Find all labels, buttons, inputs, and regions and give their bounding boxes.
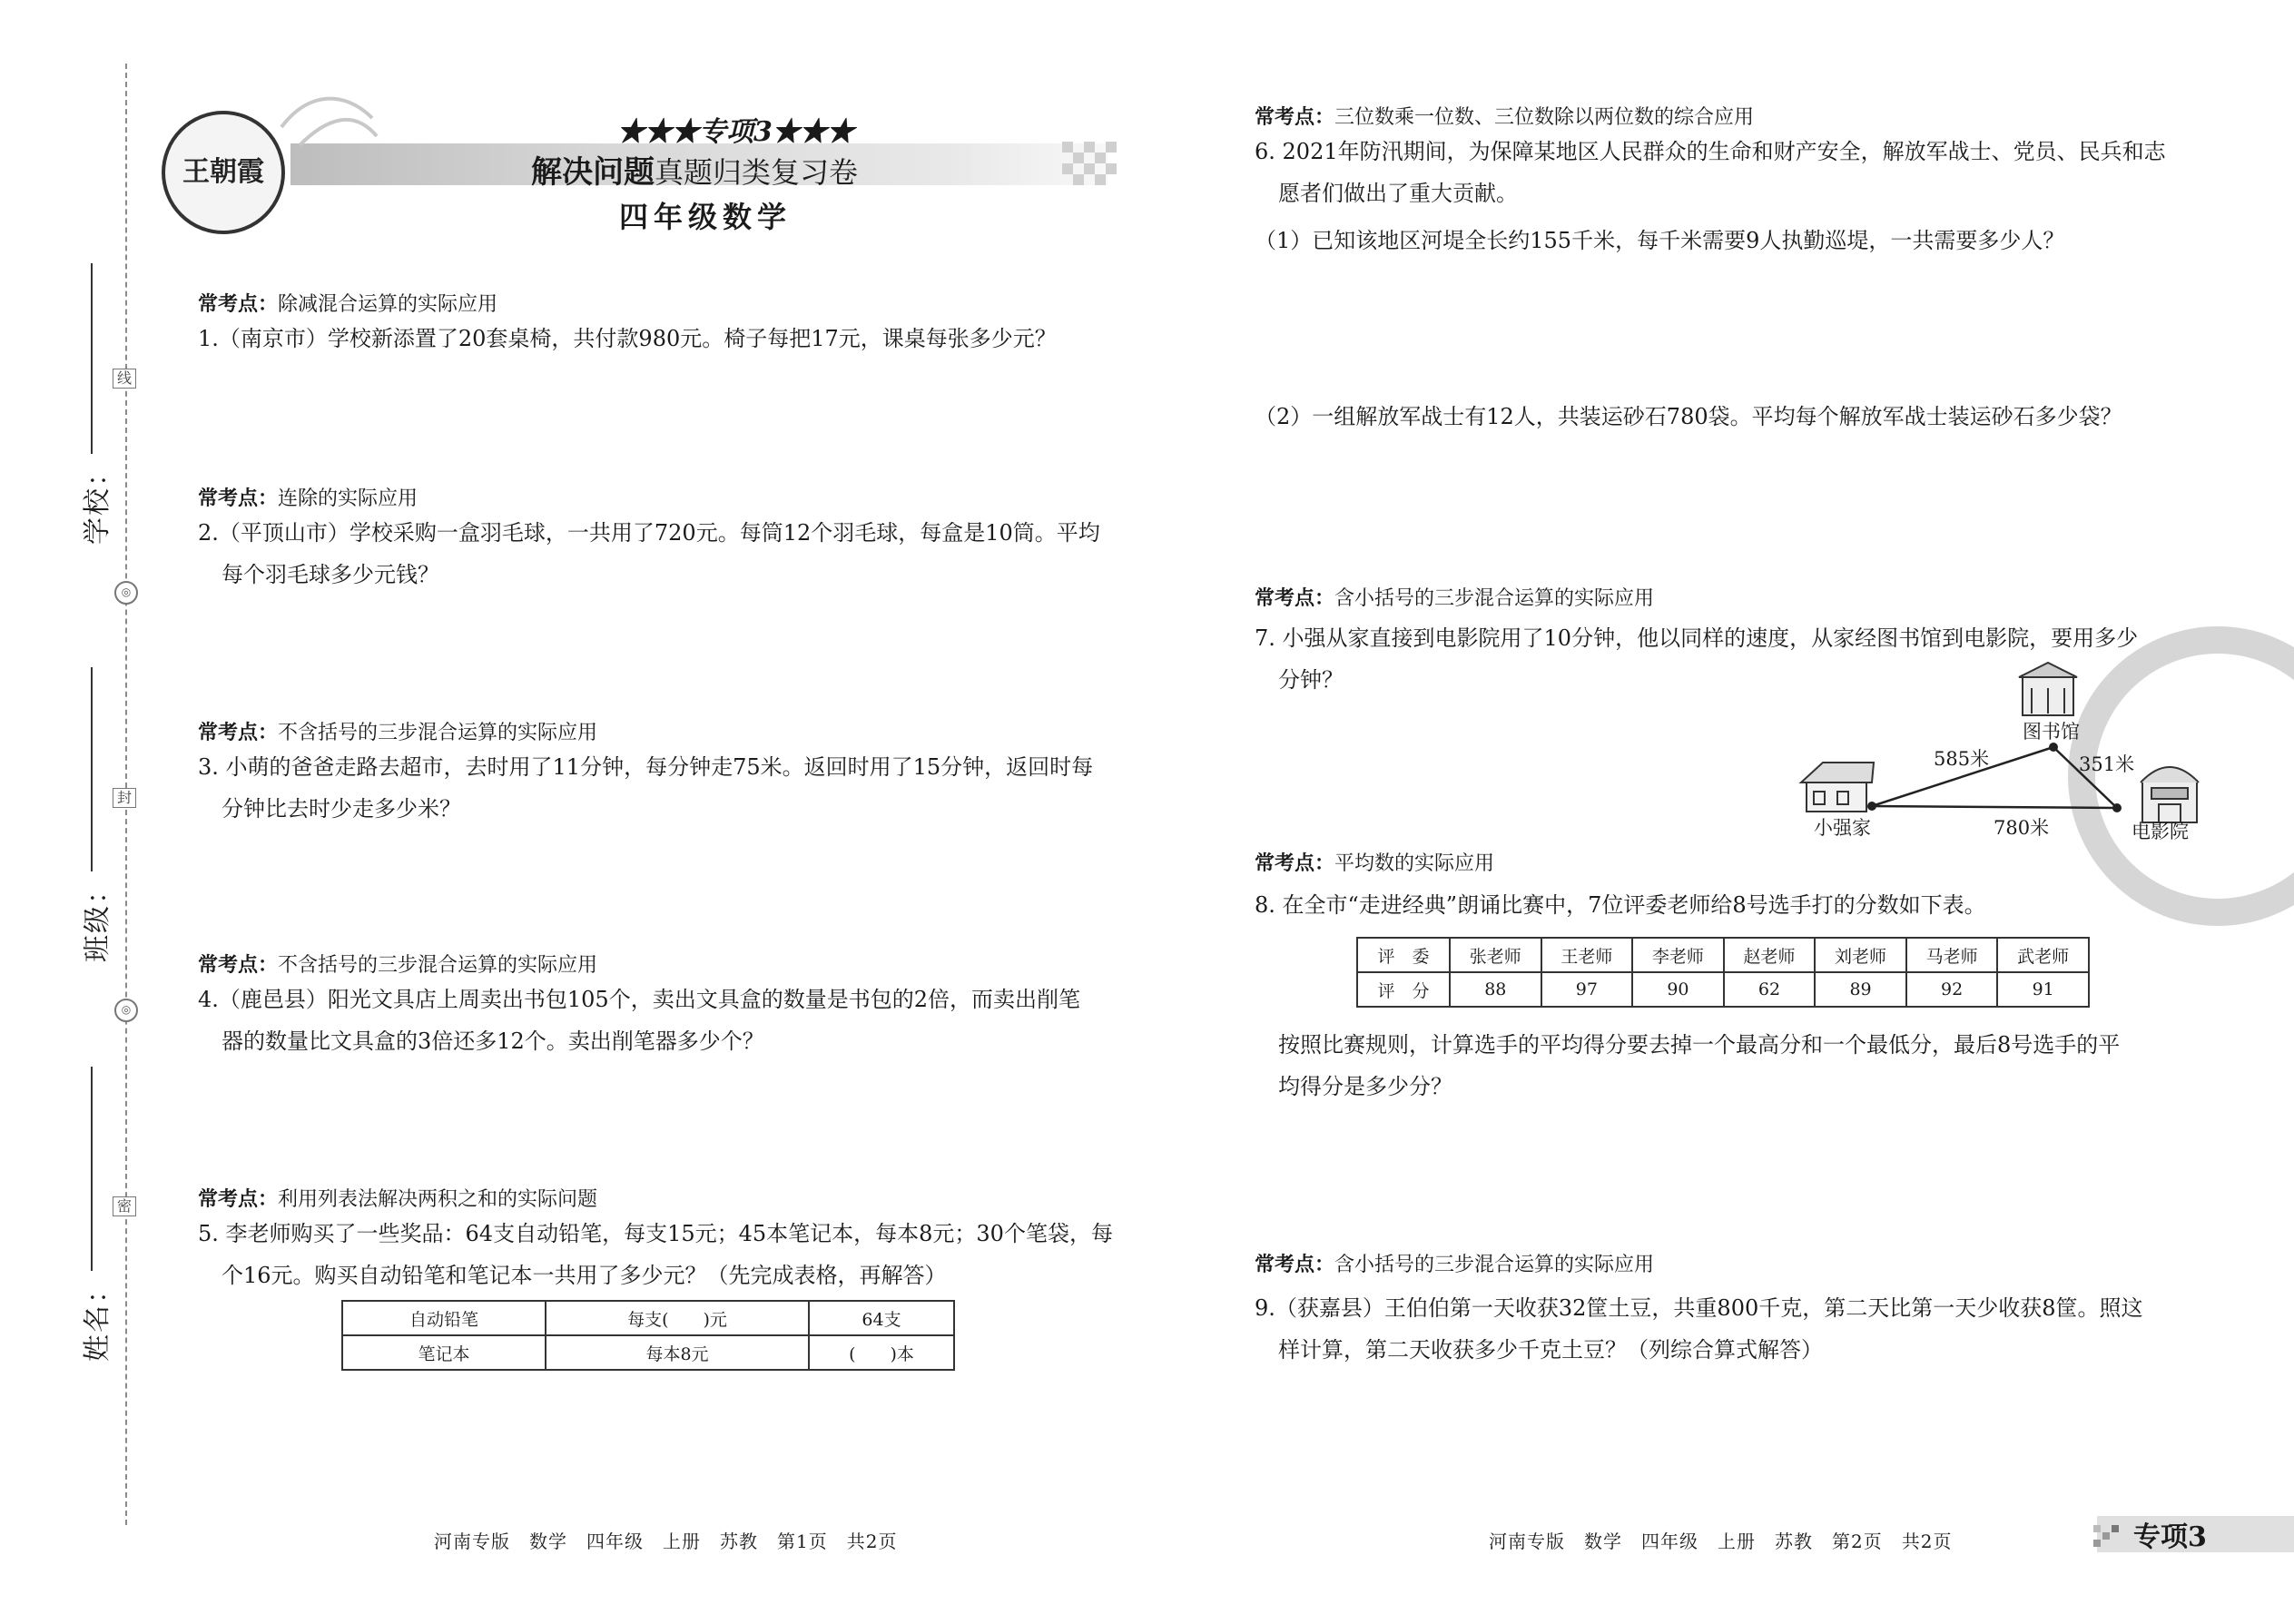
question-8-rule: 按照比赛规则，计算选手的平均得分要去掉一个最高分和一个最低分，最后8号选手的平 均得分是多少分？	[1278, 1032, 2121, 1099]
cinema-building-icon	[2141, 767, 2199, 822]
question-6-part-2: （2）一组解放军战士有12人，共装运砂石780袋。平均每个解放军战士装运砂石多少袋？	[1255, 404, 2122, 429]
knowledge-point: 常考点：三位数乘一位数、三位数除以两位数的综合应用	[1255, 106, 1755, 129]
table-row	[1357, 972, 2089, 1007]
table-cell-input: ( )本	[809, 1335, 954, 1370]
knowledge-point: 常考点：利用列表法解决两积之和的实际问题	[198, 1188, 598, 1211]
knowledge-point: 常考点：连除的实际应用	[198, 487, 418, 510]
page-footer-1: 河南专版 数学 四年级 上册 苏教 第1页 共2页	[434, 1530, 898, 1552]
table-row	[342, 1301, 954, 1335]
home-house-icon	[1801, 763, 1874, 812]
distance-library-cinema: 351米	[2079, 753, 2135, 775]
knowledge-point: 常考点：含小括号的三步混合运算的实际应用	[1255, 1254, 1655, 1276]
q8-score-table	[1356, 937, 2090, 1008]
question-7: 7. 小强从家直接到电影院用了10分钟，他以同样的速度，从家经图书馆到电影院，要用多少 分钟？	[1255, 625, 2139, 693]
question-6: 6. 2021年防汛期间，为保障某地区人民群众的生命和财产安全，解放军战士、党员、民兵和志 愿者们做出了重大贡献。	[1255, 139, 2166, 206]
ribbon-icon	[272, 91, 381, 154]
class-label: 班级：	[82, 875, 113, 962]
score-cell: 88	[1450, 972, 1541, 1007]
table-cell: 笔记本	[342, 1335, 546, 1370]
score-cell: 97	[1541, 972, 1633, 1007]
name-field-line	[91, 1067, 93, 1271]
judge-cell: 刘老师	[1815, 938, 1906, 972]
binding-mark-line: 线	[113, 369, 136, 389]
knowledge-point: 常考点：不含括号的三步混合运算的实际应用	[198, 954, 598, 977]
cinema-label: 电影院	[2132, 821, 2189, 842]
knowledge-point: 常考点：除减混合运算的实际应用	[198, 293, 498, 316]
score-cell: 90	[1632, 972, 1724, 1007]
binding-mark-secret: 密	[113, 1196, 136, 1216]
table-cell: 每本8元	[546, 1335, 809, 1370]
table-cell: 自动铅笔	[342, 1301, 546, 1335]
banner-checker-icon	[1062, 136, 1135, 194]
table-header-cell: 评 分	[1357, 972, 1450, 1007]
question-8: 8. 在全市“走进经典”朗诵比赛中，7位评委老师给8号选手打的分数如下表。	[1255, 892, 1986, 918]
series-label: ★★★专项3★★★	[617, 116, 854, 148]
score-cell: 89	[1815, 972, 1906, 1007]
question-6-part-1: （1）已知该地区河堤全长约155千米，每千米需要9人执勤巡堤，一共需要多少人？	[1255, 228, 2065, 253]
binding-mark-seal: 封	[113, 788, 136, 808]
knowledge-point: 常考点：含小括号的三步混合运算的实际应用	[1255, 587, 1655, 610]
library-label: 图书馆	[2023, 721, 2080, 743]
section-tag: 专项3	[2133, 1521, 2207, 1553]
judge-cell: 武老师	[1997, 938, 2089, 972]
table-row	[1357, 938, 2089, 972]
q5-table	[341, 1300, 955, 1371]
title-sub: 真题归类复习卷	[655, 155, 859, 190]
question-1: 1.（南京市）学校新添置了20套桌椅，共付款980元。椅子每把17元，课桌每张多少元？	[198, 326, 1057, 351]
table-cell-input: 每支( )元	[546, 1301, 809, 1335]
question-3: 3. 小萌的爸爸走路去超市，去时用了11分钟，每分钟走75米。返回时用了15分钟，返回时每 分钟比去时少走多少米？	[198, 754, 1094, 822]
judge-cell: 张老师	[1450, 938, 1541, 972]
binding-hole-icon: ◎	[114, 999, 138, 1022]
grade-subtitle: 四年级数学	[619, 200, 793, 234]
knowledge-point: 常考点：平均数的实际应用	[1255, 852, 1495, 875]
title-main: 解决问题	[531, 154, 655, 191]
brand-logo: 王朝霞	[162, 111, 285, 234]
home-label: 小强家	[1814, 817, 1871, 839]
knowledge-point: 常考点：不含括号的三步混合运算的实际应用	[198, 722, 598, 744]
judge-cell: 马老师	[1906, 938, 1998, 972]
page-title	[531, 147, 858, 192]
question-2: 2.（平顶山市）学校采购一盒羽毛球，一共用了720元。每筒12个羽毛球，每盒是10筒。平均 每个羽毛球多少元钱？	[198, 520, 1100, 587]
table-row	[342, 1335, 954, 1370]
score-cell: 91	[1997, 972, 2089, 1007]
question-4: 4.（鹿邑县）阳光文具店上周卖出书包105个，卖出文具盒的数量是书包的2倍，而卖出削笔 器的数量比文具盒的3倍还多12个。卖出削笔器多少个？	[198, 987, 1080, 1054]
tag-squares-icon	[2093, 1525, 2121, 1547]
judge-cell: 王老师	[1541, 938, 1633, 972]
distance-home-cinema: 780米	[1994, 817, 2050, 839]
page-footer-2: 河南专版 数学 四年级 上册 苏教 第2页 共2页	[1489, 1530, 1953, 1552]
judge-cell: 赵老师	[1724, 938, 1816, 972]
distance-home-library: 585米	[1934, 748, 1990, 770]
question-9: 9.（获嘉县）王伯伯第一天收获32筐土豆，共重800千克，第二天比第一天少收获8筐。照这 样计算，第二天收获多少千克土豆？（列综合算式解答）	[1255, 1295, 2143, 1363]
score-cell: 62	[1724, 972, 1816, 1007]
name-label: 姓名：	[82, 1275, 113, 1362]
table-header-cell: 评 委	[1357, 938, 1450, 972]
question-5: 5. 李老师购买了一些奖品：64支自动铅笔，每支15元；45本笔记本，每本8元；30个笔袋，每 个16元。购买自动铅笔和笔记本一共用了多少元？（先完成表格，再解答）	[198, 1221, 1113, 1288]
school-field-line	[91, 263, 93, 454]
library-building-icon	[2019, 663, 2077, 715]
class-field-line	[91, 667, 93, 871]
judge-cell: 李老师	[1632, 938, 1724, 972]
binding-hole-icon: ◎	[114, 581, 138, 605]
table-cell: 64支	[809, 1301, 954, 1335]
school-label: 学校：	[82, 458, 113, 545]
score-cell: 92	[1906, 972, 1998, 1007]
